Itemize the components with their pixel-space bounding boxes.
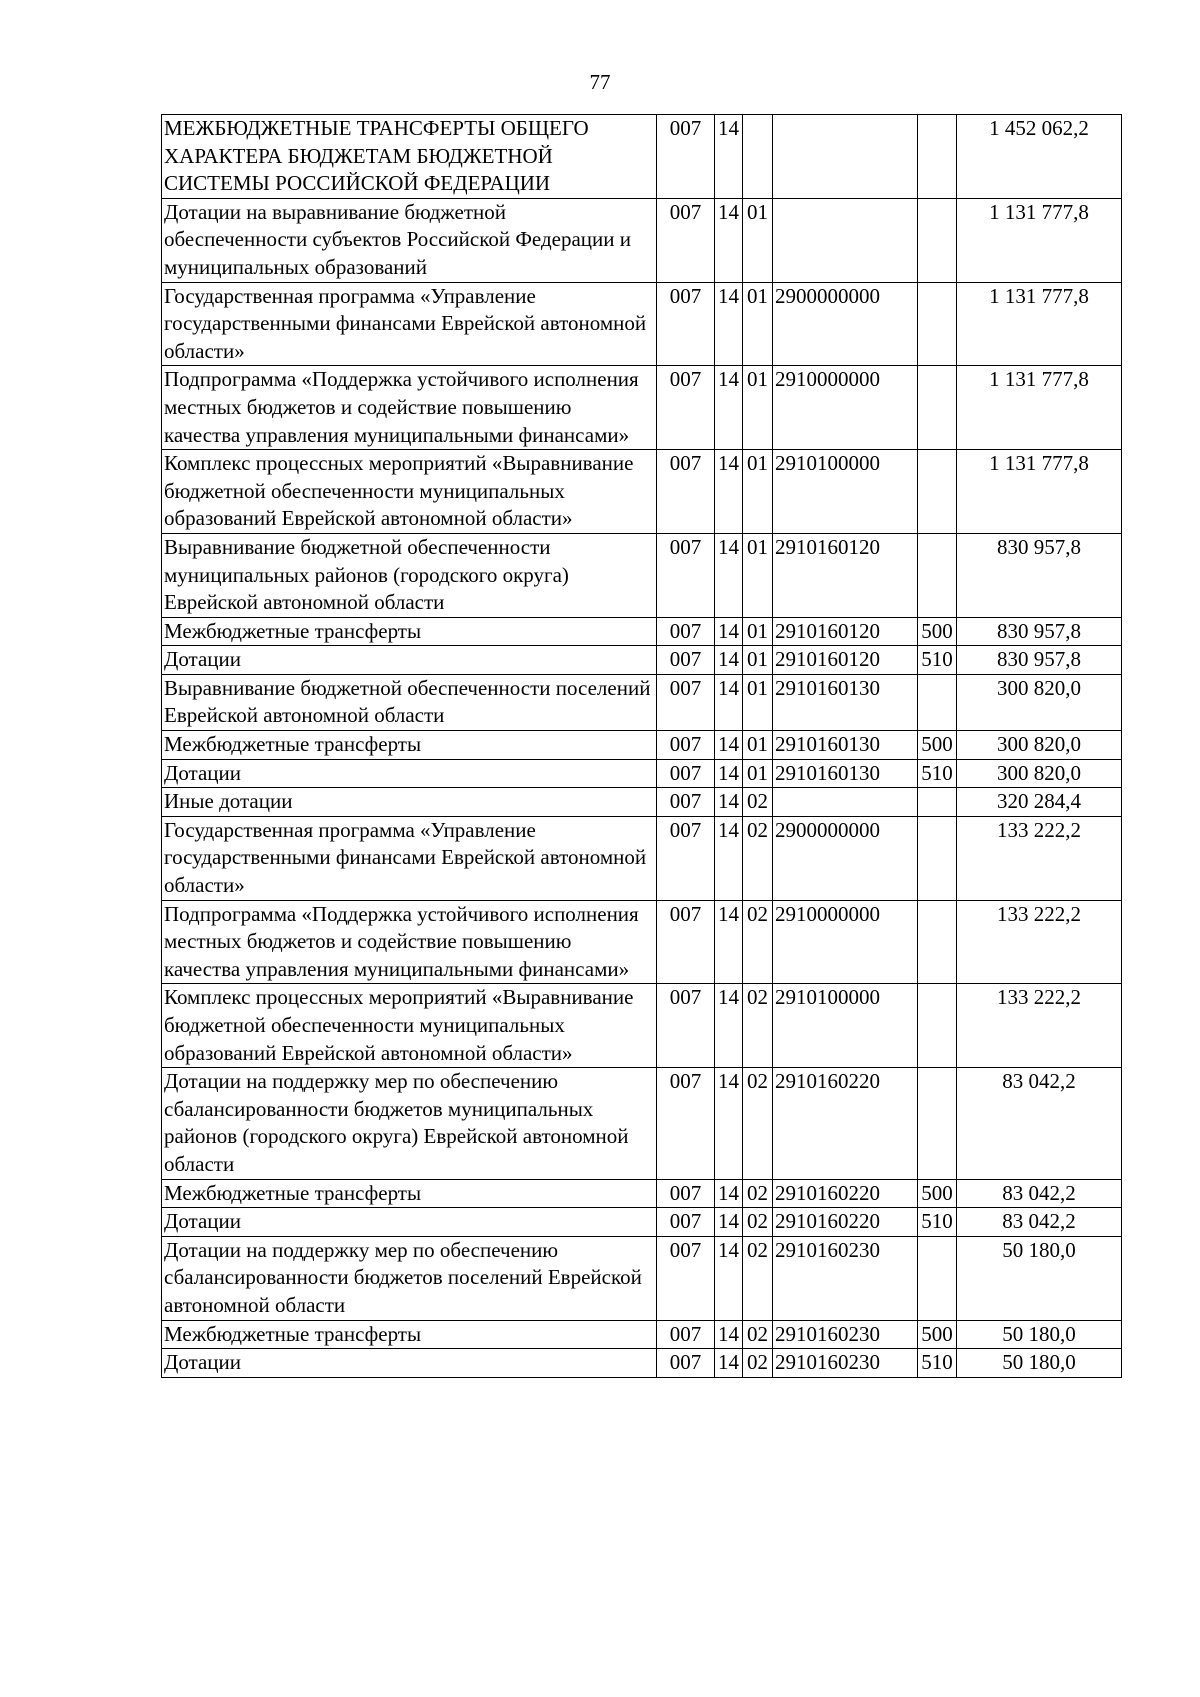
row-name-cell: Межбюджетные трансферты: [162, 1179, 657, 1208]
expense-type-cell: [918, 816, 957, 900]
subsection-code-cell: 01: [743, 646, 773, 675]
grbs-code-cell: 007: [657, 1068, 715, 1179]
section-code-cell: 14: [715, 1349, 743, 1378]
expense-type-cell: [918, 198, 957, 282]
target-article-cell: 2910160130: [773, 674, 918, 730]
amount-cell: 1 131 777,8: [957, 282, 1122, 366]
table-row: [162, 674, 1122, 730]
section-code-cell: 14: [715, 1208, 743, 1237]
expense-type-cell: [918, 674, 957, 730]
row-name-cell: Дотации: [162, 646, 657, 675]
section-code-cell: 14: [715, 450, 743, 534]
section-code-cell: 14: [715, 366, 743, 450]
section-code-cell: 14: [715, 1320, 743, 1349]
section-code-cell: 14: [715, 617, 743, 646]
expense-type-cell: [918, 1068, 957, 1179]
expense-type-cell: [918, 984, 957, 1068]
expense-type-cell: [918, 788, 957, 817]
grbs-code-cell: 007: [657, 1320, 715, 1349]
subsection-code-cell: 01: [743, 533, 773, 617]
section-code-cell: 14: [715, 1068, 743, 1179]
row-name-cell: Межбюджетные трансферты: [162, 731, 657, 760]
amount-cell: 1 131 777,8: [957, 198, 1122, 282]
row-name-cell: Дотации на поддержку мер по обеспечению сбалансированности бюджетов поселений Еврейской автономной области: [162, 1236, 657, 1320]
target-article-cell: 2910000000: [773, 900, 918, 984]
table-row: [162, 984, 1122, 1068]
row-name-cell: Дотации: [162, 759, 657, 788]
subsection-code-cell: 01: [743, 198, 773, 282]
row-name-cell: Выравнивание бюджетной обеспеченности муниципальных районов (городского округа) Еврейской автономной области: [162, 533, 657, 617]
row-name-cell: Дотации на выравнивание бюджетной обеспеченности субъектов Российской Федерации и муниципальных образований: [162, 198, 657, 282]
section-code-cell: 14: [715, 198, 743, 282]
target-article-cell: 2910160230: [773, 1320, 918, 1349]
row-name-cell: Комплекс процессных мероприятий «Выравнивание бюджетной обеспеченности муниципальных образований Еврейской автономной области»: [162, 450, 657, 534]
grbs-code-cell: 007: [657, 1179, 715, 1208]
amount-cell: 1 131 777,8: [957, 366, 1122, 450]
section-code-cell: 14: [715, 731, 743, 760]
row-name-cell: Межбюджетные трансферты: [162, 617, 657, 646]
target-article-cell: [773, 788, 918, 817]
table-row: [162, 1179, 1122, 1208]
section-code-cell: 14: [715, 788, 743, 817]
grbs-code-cell: 007: [657, 731, 715, 760]
expense-type-cell: 510: [918, 646, 957, 675]
subsection-code-cell: 01: [743, 674, 773, 730]
table-row: [162, 1349, 1122, 1378]
section-code-cell: 14: [715, 900, 743, 984]
section-code-cell: 14: [715, 533, 743, 617]
budget-table: [161, 114, 1122, 1378]
grbs-code-cell: 007: [657, 1208, 715, 1237]
amount-cell: 83 042,2: [957, 1208, 1122, 1237]
amount-cell: 320 284,4: [957, 788, 1122, 817]
expense-type-cell: [918, 1236, 957, 1320]
grbs-code-cell: 007: [657, 788, 715, 817]
grbs-code-cell: 007: [657, 646, 715, 675]
table-row: [162, 731, 1122, 760]
section-code-cell: 14: [715, 674, 743, 730]
expense-type-cell: [918, 366, 957, 450]
expense-type-cell: 500: [918, 1320, 957, 1349]
amount-cell: 133 222,2: [957, 900, 1122, 984]
table-row: [162, 115, 1122, 199]
target-article-cell: 2910160220: [773, 1179, 918, 1208]
expense-type-cell: 500: [918, 731, 957, 760]
amount-cell: 300 820,0: [957, 759, 1122, 788]
table-row: [162, 198, 1122, 282]
section-code-cell: 14: [715, 115, 743, 199]
amount-cell: 300 820,0: [957, 731, 1122, 760]
target-article-cell: 2900000000: [773, 816, 918, 900]
grbs-code-cell: 007: [657, 674, 715, 730]
target-article-cell: 2910160130: [773, 731, 918, 760]
subsection-code-cell: 02: [743, 1068, 773, 1179]
target-article-cell: 2910160120: [773, 617, 918, 646]
expense-type-cell: 500: [918, 1179, 957, 1208]
subsection-code-cell: 01: [743, 366, 773, 450]
expense-type-cell: 510: [918, 1349, 957, 1378]
row-name-cell: Дотации: [162, 1349, 657, 1378]
amount-cell: 50 180,0: [957, 1320, 1122, 1349]
grbs-code-cell: 007: [657, 1236, 715, 1320]
grbs-code-cell: 007: [657, 900, 715, 984]
section-code-cell: 14: [715, 1236, 743, 1320]
grbs-code-cell: 007: [657, 450, 715, 534]
section-code-cell: 14: [715, 646, 743, 675]
target-article-cell: [773, 115, 918, 199]
subsection-code-cell: 02: [743, 1349, 773, 1378]
grbs-code-cell: 007: [657, 198, 715, 282]
target-article-cell: 2910100000: [773, 450, 918, 534]
grbs-code-cell: 007: [657, 533, 715, 617]
section-code-cell: 14: [715, 1179, 743, 1208]
grbs-code-cell: 007: [657, 115, 715, 199]
subsection-code-cell: 02: [743, 1236, 773, 1320]
grbs-code-cell: 007: [657, 282, 715, 366]
expense-type-cell: [918, 450, 957, 534]
table-row: [162, 1236, 1122, 1320]
amount-cell: 50 180,0: [957, 1236, 1122, 1320]
grbs-code-cell: 007: [657, 759, 715, 788]
expense-type-cell: 510: [918, 759, 957, 788]
subsection-code-cell: 02: [743, 900, 773, 984]
row-name-cell: Подпрограмма «Поддержка устойчивого исполнения местных бюджетов и содействие повышению качества управления муниципальными финансами»: [162, 900, 657, 984]
target-article-cell: [773, 198, 918, 282]
subsection-code-cell: 01: [743, 617, 773, 646]
expense-type-cell: [918, 900, 957, 984]
amount-cell: 83 042,2: [957, 1179, 1122, 1208]
table-row: [162, 617, 1122, 646]
grbs-code-cell: 007: [657, 984, 715, 1068]
row-name-cell: Выравнивание бюджетной обеспеченности поселений Еврейской автономной области: [162, 674, 657, 730]
row-name-cell: Дотации: [162, 1208, 657, 1237]
row-name-cell: МЕЖБЮДЖЕТНЫЕ ТРАНСФЕРТЫ ОБЩЕГО ХАРАКТЕРА БЮДЖЕТАМ БЮДЖЕТНОЙ СИСТЕМЫ РОССИЙСКОЙ ФЕДЕРАЦИИ: [162, 115, 657, 199]
target-article-cell: 2910160120: [773, 646, 918, 675]
subsection-code-cell: 01: [743, 450, 773, 534]
subsection-code-cell: 02: [743, 1208, 773, 1237]
row-name-cell: Государственная программа «Управление государственными финансами Еврейской автономной области»: [162, 282, 657, 366]
table-row: [162, 646, 1122, 675]
section-code-cell: 14: [715, 759, 743, 788]
subsection-code-cell: 02: [743, 1320, 773, 1349]
target-article-cell: 2910000000: [773, 366, 918, 450]
subsection-code-cell: [743, 115, 773, 199]
row-name-cell: Подпрограмма «Поддержка устойчивого исполнения местных бюджетов и содействие повышению качества управления муниципальными финансами»: [162, 366, 657, 450]
target-article-cell: 2910160130: [773, 759, 918, 788]
table-row: [162, 1068, 1122, 1179]
table-row: [162, 900, 1122, 984]
subsection-code-cell: 02: [743, 984, 773, 1068]
target-article-cell: 2910160220: [773, 1068, 918, 1179]
subsection-code-cell: 01: [743, 759, 773, 788]
target-article-cell: 2910160230: [773, 1349, 918, 1378]
amount-cell: 50 180,0: [957, 1349, 1122, 1378]
expense-type-cell: [918, 115, 957, 199]
grbs-code-cell: 007: [657, 617, 715, 646]
section-code-cell: 14: [715, 282, 743, 366]
target-article-cell: 2900000000: [773, 282, 918, 366]
budget-table-body: [162, 115, 1122, 1378]
expense-type-cell: 510: [918, 1208, 957, 1237]
table-row: [162, 759, 1122, 788]
amount-cell: 133 222,2: [957, 984, 1122, 1068]
section-code-cell: 14: [715, 984, 743, 1068]
table-row: [162, 816, 1122, 900]
amount-cell: 133 222,2: [957, 816, 1122, 900]
amount-cell: 300 820,0: [957, 674, 1122, 730]
expense-type-cell: [918, 282, 957, 366]
expense-type-cell: 500: [918, 617, 957, 646]
row-name-cell: Межбюджетные трансферты: [162, 1320, 657, 1349]
grbs-code-cell: 007: [657, 1349, 715, 1378]
table-row: [162, 366, 1122, 450]
row-name-cell: Иные дотации: [162, 788, 657, 817]
amount-cell: 830 957,8: [957, 646, 1122, 675]
amount-cell: 1 131 777,8: [957, 450, 1122, 534]
row-name-cell: Дотации на поддержку мер по обеспечению сбалансированности бюджетов муниципальных районов (городского округа) Еврейской автономной области: [162, 1068, 657, 1179]
grbs-code-cell: 007: [657, 816, 715, 900]
section-code-cell: 14: [715, 816, 743, 900]
subsection-code-cell: 01: [743, 282, 773, 366]
table-row: [162, 1208, 1122, 1237]
table-row: [162, 282, 1122, 366]
target-article-cell: 2910160230: [773, 1236, 918, 1320]
table-row: [162, 788, 1122, 817]
target-article-cell: 2910160220: [773, 1208, 918, 1237]
subsection-code-cell: 02: [743, 788, 773, 817]
target-article-cell: 2910160120: [773, 533, 918, 617]
amount-cell: 83 042,2: [957, 1068, 1122, 1179]
table-row: [162, 1320, 1122, 1349]
table-row: [162, 450, 1122, 534]
row-name-cell: Комплекс процессных мероприятий «Выравнивание бюджетной обеспеченности муниципальных образований Еврейской автономной области»: [162, 984, 657, 1068]
subsection-code-cell: 02: [743, 1179, 773, 1208]
subsection-code-cell: 02: [743, 816, 773, 900]
grbs-code-cell: 007: [657, 366, 715, 450]
subsection-code-cell: 01: [743, 731, 773, 760]
amount-cell: 830 957,8: [957, 617, 1122, 646]
table-row: [162, 533, 1122, 617]
target-article-cell: 2910100000: [773, 984, 918, 1068]
page-number: 77: [589, 70, 611, 94]
amount-cell: 1 452 062,2: [957, 115, 1122, 199]
row-name-cell: Государственная программа «Управление государственными финансами Еврейской автономной области»: [162, 816, 657, 900]
expense-type-cell: [918, 533, 957, 617]
amount-cell: 830 957,8: [957, 533, 1122, 617]
